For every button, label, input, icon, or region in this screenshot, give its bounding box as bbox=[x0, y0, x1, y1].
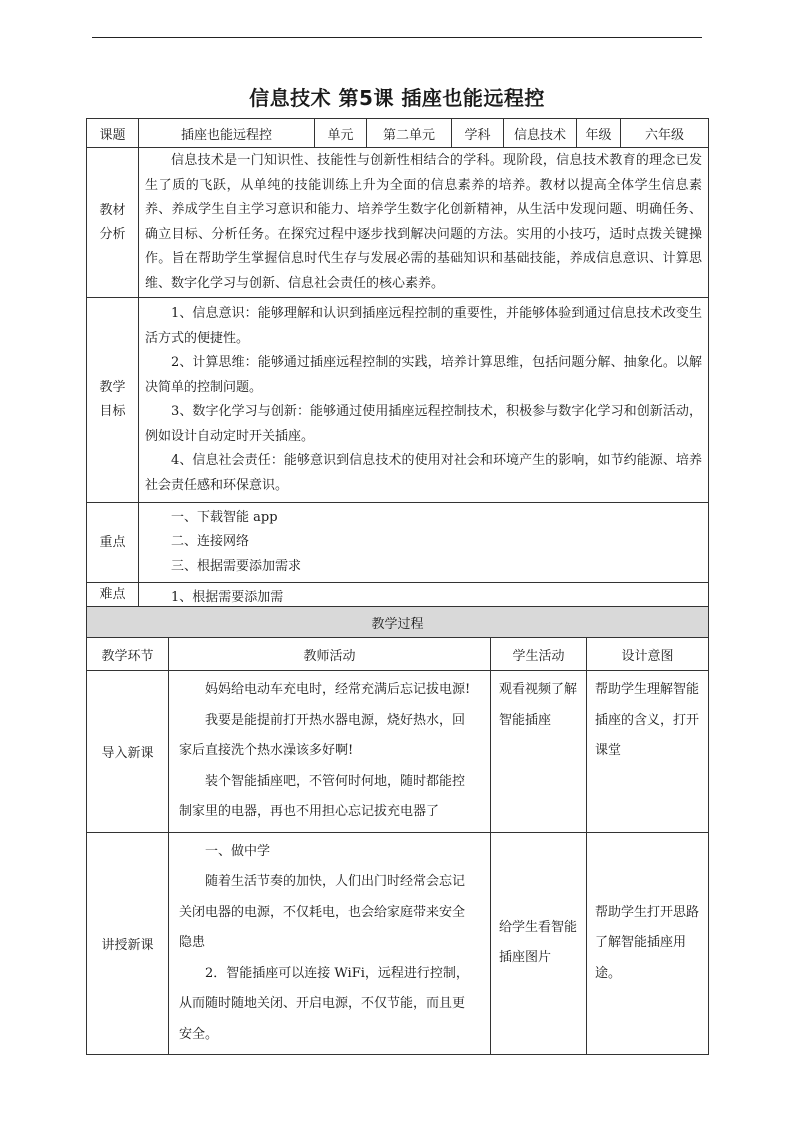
key-points-list bbox=[139, 503, 709, 583]
lesson-info-table bbox=[86, 118, 709, 608]
difficulty-text: 1、根据需要添加需 bbox=[139, 583, 709, 608]
teacher-activity-item: 2．智能插座可以连接 WiFi，远程进行控制，从而随时随地关闭、开启电源，不仅节能，而且更安全。 bbox=[179, 965, 469, 1042]
analysis-label: 教材 分析 bbox=[87, 148, 139, 298]
process-columns-row bbox=[87, 638, 709, 671]
difficulty-label: 难点 bbox=[87, 583, 139, 608]
difficulty-row bbox=[87, 583, 709, 608]
key-point-item: 一、下载智能 app bbox=[171, 509, 278, 525]
teaching-process-table bbox=[86, 606, 709, 1055]
student-activity-cell: 观看视频了解智能插座 bbox=[491, 671, 587, 833]
teacher-activity-item: 随着生活节奏的加快，人们出门时经常会忘记关闭电器的电源，不仅耗电，也会给家庭带来安全隐患 bbox=[179, 874, 466, 950]
stage-cell: 导入新课 bbox=[87, 671, 169, 833]
process-row-intro bbox=[87, 671, 709, 833]
process-row-lecture bbox=[87, 832, 709, 1055]
objectives-label: 教学 目标 bbox=[87, 298, 139, 503]
analysis-row bbox=[87, 148, 709, 298]
info-row bbox=[87, 119, 709, 148]
objective-item: 4、信息社会责任：能够意识到信息技术的使用对社会和环境产生的影响，如节约能源、培养社会责任感和环保意识。 bbox=[145, 453, 702, 493]
teacher-activity-item: 妈妈给电动车充电时，经常充满后忘记拔电源! bbox=[205, 682, 471, 697]
teacher-activity-item: 我要是能提前打开热水器电源，烧好热水，回家后直接洗个热水澡该多好啊! bbox=[179, 712, 466, 758]
teacher-activity-item: 装个智能插座吧，不管何时何地，随时都能控制家里的电器，再也不用担心忘记拔充电器了 bbox=[179, 773, 466, 819]
analysis-text: 信息技术是一门知识性、技能性与创新性相结合的学科。现阶段，信息技术教育的理念已发生了质的飞跃，从单纯的技能训练上升为全面的信息素养的培养。教材以提高全体学生信息素养、养成学生自主学习意识和能力、培养学生数字化创新精神，从生活中发现问题、明确任务、确立目标、分析任务。在探究过程中逐步找到解决问题的方法。实用的小技巧，适时点拨关键操作。旨在帮助学生掌握信息时代生存与发展必需的基础知识和基础技能，养成信息意识、计算思维、数字化学习与创新、信息社会责任的核心素养。 bbox=[139, 148, 709, 298]
student-activity-cell: 给学生看智能插座图片 bbox=[491, 832, 587, 1055]
objective-item: 2、计算思维：能够通过插座远程控制的实践，培养计算思维，包括问题分解、抽象化。以解决简单的控制问题。 bbox=[145, 355, 702, 395]
process-header: 教学过程 bbox=[87, 607, 709, 638]
design-intent-cell: 帮助学生理解智能插座的含义，打开课堂 bbox=[587, 671, 709, 833]
design-intent-cell: 帮助学生打开思路了解智能插座用途。 bbox=[587, 832, 709, 1055]
header-rule bbox=[92, 37, 702, 38]
objectives-list bbox=[139, 298, 709, 503]
topic-label: 课题 bbox=[87, 119, 139, 148]
key-points-row bbox=[87, 503, 709, 583]
teacher-activity-item: 一、做中学 bbox=[205, 843, 271, 859]
teacher-activity-cell bbox=[169, 832, 491, 1055]
key-points-label: 重点 bbox=[87, 503, 139, 583]
grade-label: 年级 bbox=[577, 119, 621, 148]
column-header: 学生活动 bbox=[491, 638, 587, 671]
unit-label: 单元 bbox=[315, 119, 367, 148]
teacher-activity-cell bbox=[169, 671, 491, 833]
topic-value: 插座也能远程控 bbox=[139, 119, 315, 148]
subject-value: 信息技术 bbox=[504, 119, 577, 148]
key-point-item: 三、根据需要添加需求 bbox=[171, 558, 302, 574]
objective-item: 1、信息意识：能够理解和认识到插座远程控制的重要性，并能够体验到通过信息技术改变生活方式的便捷性。 bbox=[145, 306, 702, 346]
objectives-row bbox=[87, 298, 709, 503]
key-point-item: 二、连接网络 bbox=[171, 534, 250, 550]
stage-cell: 讲授新课 bbox=[87, 832, 169, 1055]
column-header: 教师活动 bbox=[169, 638, 491, 671]
process-header-row bbox=[87, 607, 709, 638]
page-title: 信息技术 第5课 插座也能远程控 bbox=[249, 86, 545, 110]
column-header: 设计意图 bbox=[587, 638, 709, 671]
objective-item: 3、数字化学习与创新：能够通过使用插座远程控制技术，积极参与数字化学习和创新活动，例如设计自动定时开关插座。 bbox=[145, 404, 702, 444]
unit-value: 第二单元 bbox=[367, 119, 452, 148]
column-header: 教学环节 bbox=[87, 638, 169, 671]
grade-value: 六年级 bbox=[621, 119, 709, 148]
subject-label: 学科 bbox=[452, 119, 504, 148]
